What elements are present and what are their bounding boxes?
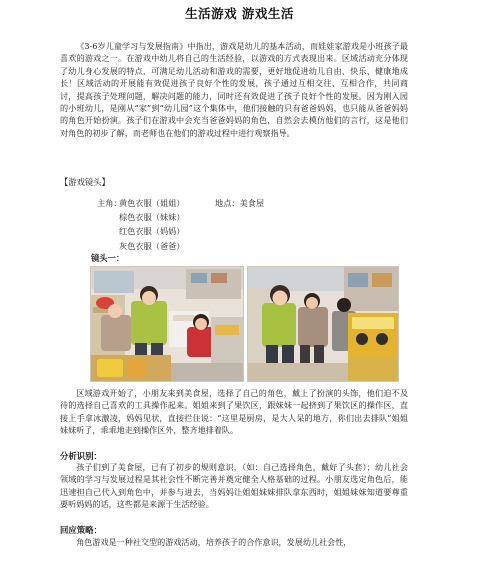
strategy-heading: 回应策略： xyxy=(60,525,102,535)
analysis-heading: 分析识别： xyxy=(60,451,102,461)
role-item: 灰色衣服（爸爸） xyxy=(119,240,185,251)
shot-label: 镜头一： xyxy=(91,253,125,263)
analysis-paragraph: 孩子们到了美食屋，已有了初步的规则意识，（如：自己选择角色，戴好了头套）；幼儿社会领域的学习与发展过程是其社会性不断完善并奠定健全人格基础的过程。小朋友选定角色后，能迅速担自己代入到角色中，并参与进去，当妈妈让姐姐妹妹排队拿东西时，姐姐妹妹知道要尊重要听妈妈的话，这些都是来源于生活经验。 xyxy=(60,462,408,510)
description-paragraph: 区域游戏开始了，小朋友来到美食屋，选择了自己的角色，戴上了扮演的头饰，他们迫不及待的选择自己喜欢的工具操作起来。姐姐来到了果饮区，跟妹妹一起挤到了果饮区的操作区，直接上手拿冰激凌，妈妈见状，直接拦住说：“这里是厨房，是大人呆的地方，你们出去排队”姐姐妹妹听了，乖乖地走到操作区外，整齐地排着队。 xyxy=(60,388,408,436)
role-item: 棕色衣服（妹妹） xyxy=(119,212,185,223)
classroom-photo-icon xyxy=(248,267,398,381)
role-row xyxy=(97,239,185,253)
classroom-photo-1 xyxy=(90,266,244,382)
roles-label: 主角： xyxy=(97,198,122,208)
section-heading: 【游戏镜头】 xyxy=(60,177,110,187)
role-row xyxy=(97,210,185,224)
intro-paragraph: 《3-6岁儿童学习与发展指南》中指出，游戏是幼儿的基本活动，而娃娃家游戏是小班孩子最喜欢的游戏之一。在游戏中幼儿将自己的生活经验，以游戏的方式表现出来。区域活动充分体现了幼儿身心发展的特点，可满足幼儿活动和游戏的需要，更好地促进幼儿自由、快乐、健康地成长！区域活动的开展能有效促进孩子良好个性的发展，孩子通过互相交往、互相合作，共同商讨，提高孩子处理问题，解决问题的能力，同时还有效促进了孩子良好个性的发展。因为刚入园的小班幼儿，是刚从“家”到“幼儿园”这个集体中，他们接触的只有爸爸妈妈，也只能从爸爸妈妈的角色开始扮演。孩子们在游戏中会充当爸爸妈妈的角色，自然会去模仿他们的言行，这是他们对角色的初步了解，而老师也在他们的游戏过程中进行观察指导。 xyxy=(60,41,408,138)
role-row xyxy=(97,224,185,238)
location-text: 地点：美食屋 xyxy=(215,198,265,208)
classroom-photo-2 xyxy=(247,266,399,382)
roles-block xyxy=(97,196,265,253)
role-row xyxy=(97,196,265,210)
role-item: 红色衣服（妈妈） xyxy=(119,226,185,237)
classroom-photo-icon xyxy=(91,267,243,381)
page-title: 生活游戏 游戏生活 xyxy=(185,6,294,21)
strategy-paragraph: 角色游戏是一种社交型的游戏活动，培养孩子的合作意识，发展幼儿社会性， xyxy=(76,537,352,547)
role-item: 黄色衣服（姐姐） xyxy=(119,198,185,208)
